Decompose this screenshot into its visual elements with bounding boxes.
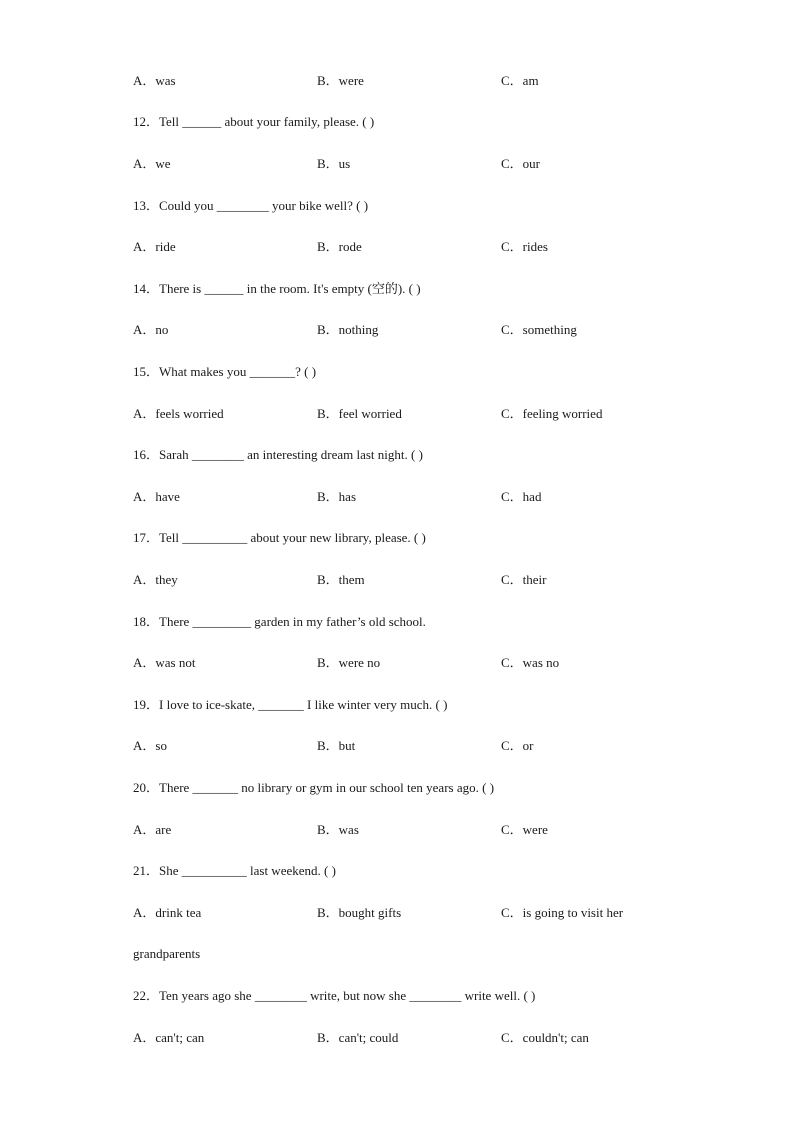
option-a: A．no [133,322,169,337]
option-c: C．their [501,572,547,587]
option-c: C．had [501,489,542,504]
option-c-continuation: grandparents [133,946,201,961]
option-a: A．feels worried [133,406,224,421]
option-a: A．ride [133,239,176,254]
option-c: C．something [501,322,577,337]
question-18: 18．There _________ garden in my father’s old school. [133,614,426,629]
question-14: 14．There is ______ in the room. It's empty (空的). ( ) [133,281,421,296]
option-b: B．has [317,489,357,504]
option-b: B．rode [317,239,362,254]
question-13: 13．Could you ________ your bike well? ( ) [133,198,369,213]
question-21: 21．She __________ last weekend. ( ) [133,863,336,878]
options-row-21 [133,904,694,922]
option-c: C．were [501,822,548,837]
options-row-22 [133,1029,694,1047]
question-17: 17．Tell __________ about your new library, please. ( ) [133,530,426,545]
option-a: A．they [133,572,178,587]
question-20: 20．There _______ no library or gym in our school ten years ago. ( ) [133,780,495,795]
options-row-16 [133,488,694,506]
options-row-17 [133,571,694,589]
question-16: 16．Sarah ________ an interesting dream last night. ( ) [133,447,423,462]
options-row-15 [133,405,694,423]
option-b: B．were [317,73,364,88]
options-row-14 [133,321,694,339]
option-a: A．was not [133,655,196,670]
option-b: B．were no [317,655,381,670]
option-a: A．we [133,156,171,171]
options-row-12 [133,155,694,173]
option-c: C．our [501,156,541,171]
option-c: C．was no [501,655,560,670]
option-a: A．so [133,738,167,753]
option-c: C．couldn't; can [501,1030,589,1045]
question-22: 22．Ten years ago she ________ write, but now she ________ write well. ( ) [133,988,536,1003]
option-a: A．was [133,73,176,88]
option-c: C．or [501,738,534,753]
option-c: C．am [501,73,539,88]
option-c: C．feeling worried [501,406,603,421]
options-row-18 [133,654,694,672]
question-15: 15．What makes you _______? ( ) [133,364,317,379]
options-row-11 [133,72,694,90]
option-b: B．us [317,156,351,171]
option-a: A．are [133,822,172,837]
option-b: B．them [317,572,365,587]
option-a: A．drink tea [133,905,202,920]
option-b: B．can't; could [317,1030,399,1045]
option-b: B．was [317,822,359,837]
options-row-13 [133,238,694,256]
option-c: C．rides [501,239,548,254]
options-row-19 [133,737,694,755]
option-b: B．feel worried [317,406,402,421]
option-c: C．is going to visit her [501,905,624,920]
option-a: A．have [133,489,180,504]
option-b: B．but [317,738,356,753]
question-19: 19．I love to ice-skate, _______ I like winter very much. ( ) [133,697,448,712]
options-row-20 [133,821,694,839]
option-b: B．nothing [317,322,379,337]
option-b: B．bought gifts [317,905,402,920]
option-a: A．can't; can [133,1030,205,1045]
question-12: 12．Tell ______ about your family, please. ( ) [133,114,375,129]
